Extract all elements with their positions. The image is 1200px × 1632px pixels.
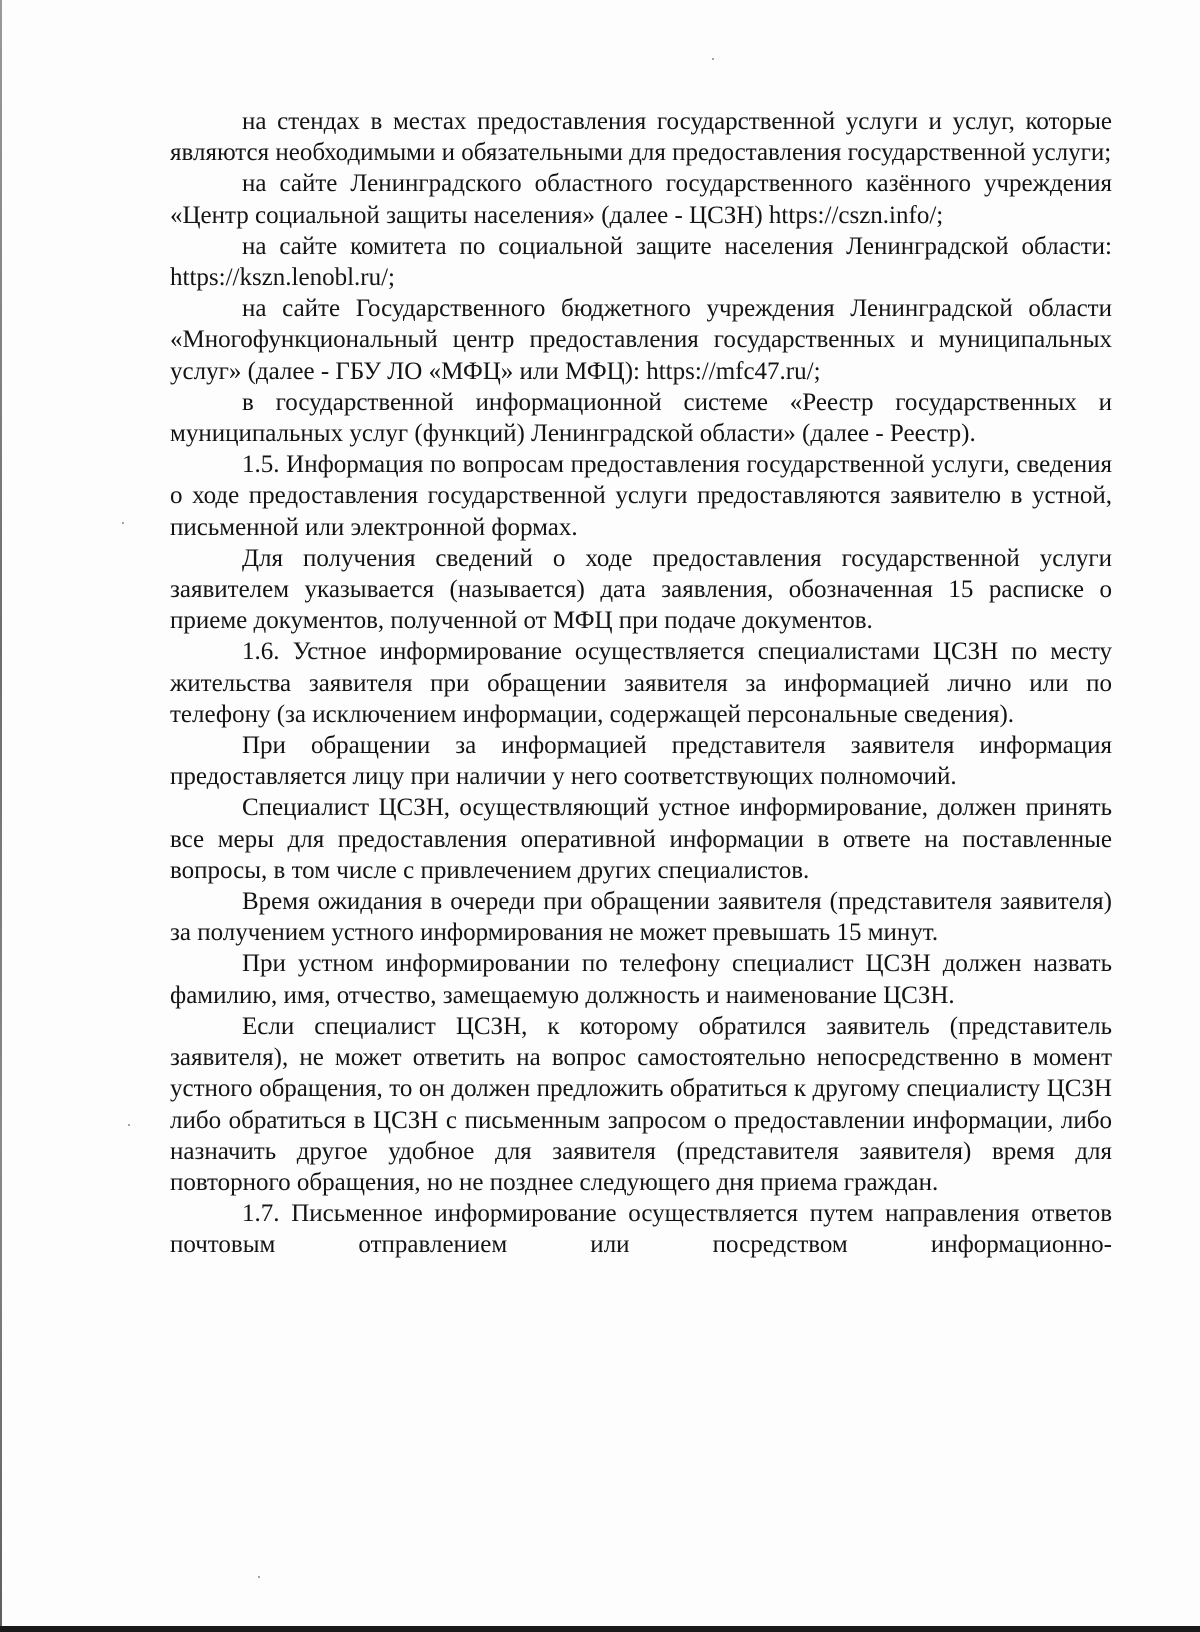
scan-speck <box>128 1124 130 1126</box>
paragraph-committee-site: на сайте комитета по социальной защите населения Ленинградской области: https://kszn.lenobl.ru/; <box>170 232 1112 292</box>
paragraph-1-7: 1.7. Письменное информирование осуществляется путем направления ответов почтовым отправлением или посредством информационно- <box>170 1200 1112 1259</box>
paragraph-phone-info: При устном информировании по телефону специалист ЦСЗН должен назвать фамилию, имя, отчество, замещаемую должность и наименование ЦСЗН. <box>170 950 1112 1009</box>
paragraph-stands: на стендах в местах предоставления государственной услуги и услуг, которые являются необходимыми и обязательными для предоставления государственной услуги; <box>170 108 1112 167</box>
document-body <box>170 106 1112 1261</box>
paragraph-specialist-duty: Специалист ЦСЗН, осуществляющий устное информирование, должен принять все меры для предоставления оперативной информации в ответе на поставленные вопросы, в том числе с привлечением других специалистов. <box>170 794 1112 884</box>
paragraph-registry: в государственной информационной системе «Реестр государственных и муниципальных услуг (функций) Ленинградской области» (далее - Реестр). <box>170 388 1112 448</box>
scan-left-edge <box>0 0 2 1632</box>
scan-bottom-edge <box>0 1626 1200 1632</box>
scan-speck <box>122 522 124 524</box>
paragraph-redirect: Если специалист ЦСЗН, к которому обратился заявитель (представитель заявителя), не может ответить на вопрос самостоятельно непосредственно в момент устного обращения, то он должен предложить обратиться к другому специалисту ЦСЗН либо обратиться в ЦСЗН с письменным запросом о предоставлении информации, либо назначить другое удобное для заявителя (представителя заявителя) время для повторного обращения, но не позднее следующего дня приема граждан. <box>170 1012 1112 1196</box>
paragraph-mfc-site: на сайте Государственного бюджетного учреждения Ленинградской области «Многофункциональный центр предоставления государственных и муниципальных услуг» (далее - ГБУ ЛО «МФЦ» или МФЦ): https://mfc47.ru/; <box>170 295 1112 385</box>
paragraph-waiting-time: Время ожидания в очереди при обращении заявителя (представителя заявителя) за получением устного информирования не может превышать 15 минут. <box>170 888 1112 947</box>
scan-speck <box>258 1576 260 1578</box>
paragraph-1-6: 1.6. Устное информирование осуществляется специалистами ЦСЗН по месту жительства заявителя при обращении заявителя за информацией лично или по телефону (за исключением информации, содержащей персональные сведения). <box>170 638 1112 728</box>
scan-speck <box>712 58 714 60</box>
paragraph-representative: При обращении за информацией представителя заявителя информация предоставляется лицу при наличии у него соответствующих полномочий. <box>170 732 1112 791</box>
paragraph-cszn-site: на сайте Ленинградского областного государственного казённого учреждения «Центр социальной защиты населения» (далее - ЦСЗН) https://cszn.info/; <box>170 170 1112 229</box>
paragraph-1-5: 1.5. Информация по вопросам предоставления государственной услуги, сведения о ходе предоставления государственной услуги предоставляются заявителю в устной, письменной или электронной формах. <box>170 451 1112 541</box>
paragraph-status-info: Для получения сведений о ходе предоставления государственной услуги заявителем указывается (называется) дата заявления, обозначенная 15 расписке о приеме документов, полученной от МФЦ при подаче документов. <box>170 544 1112 635</box>
